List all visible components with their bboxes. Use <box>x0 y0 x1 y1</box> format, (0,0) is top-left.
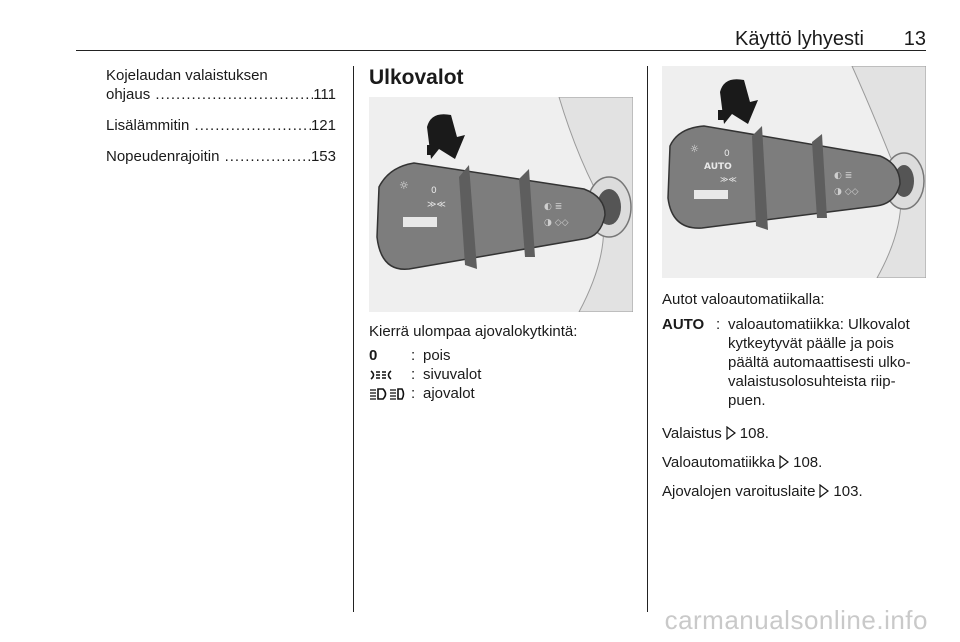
triangle-arrow-icon <box>726 426 736 440</box>
svg-text:◐ ≣: ◐ ≣ <box>834 171 853 181</box>
auto-label: AUTO <box>704 162 732 172</box>
cross-reference[interactable] <box>662 453 928 472</box>
xref-page: 103. <box>833 483 863 500</box>
toc-page: 111 <box>313 86 336 103</box>
svg-text:◑ ◇◇: ◑ ◇◇ <box>544 218 569 228</box>
def-colon: : <box>716 316 721 333</box>
auto-definition <box>662 315 928 410</box>
legend-colon: : <box>411 366 416 383</box>
column-divider-right <box>647 66 648 612</box>
page-number: 13 <box>903 28 926 50</box>
toc-page: 121 <box>310 117 336 134</box>
auto-intro: Autot valoautomatiikalla: <box>662 291 825 308</box>
toc-leader <box>219 147 311 166</box>
cross-reference[interactable] <box>662 424 928 443</box>
sidelight-icon <box>369 365 411 384</box>
toc-label: ohjaus <box>106 86 151 103</box>
cross-reference[interactable] <box>662 482 928 501</box>
toc-entry[interactable] <box>106 147 336 166</box>
svg-text:☼: ☼ <box>690 144 699 155</box>
toc-label: Nopeudenrajoitin <box>106 148 220 165</box>
legend-row <box>369 346 633 365</box>
auto-light-switch-figure <box>662 66 926 278</box>
toc-label-line1: Kojelaudan valaistuksen <box>106 67 268 84</box>
light-switch-figure <box>369 97 633 312</box>
section-heading-block <box>369 66 633 90</box>
light-switch-illustration <box>369 97 633 312</box>
xref-page: 108. <box>793 454 823 471</box>
column-divider-left <box>353 66 354 612</box>
triangle-arrow-icon <box>819 484 829 498</box>
toc-page: 153 <box>310 148 336 165</box>
switch-legend <box>369 346 633 403</box>
toc-list <box>106 66 336 178</box>
headlight-icon <box>369 384 411 403</box>
legend-row <box>369 365 633 384</box>
page-header <box>76 28 926 50</box>
legend-text: sivuvalot <box>423 366 482 383</box>
toc-label: Lisälämmitin <box>106 117 190 134</box>
instruction-text: Kierrä ulompaa ajovalokytkintä: <box>369 323 578 340</box>
chapter-title: Käyttö lyhyesti <box>735 28 864 50</box>
toc-entry[interactable] <box>106 66 336 104</box>
legend-colon: : <box>411 385 416 402</box>
auto-light-switch-illustration <box>662 66 926 278</box>
legend-colon: : <box>411 347 416 364</box>
toc-leader <box>189 116 311 135</box>
svg-text:◑ ◇◇: ◑ ◇◇ <box>834 187 859 197</box>
legend-row <box>369 384 633 403</box>
svg-text:≫≪: ≫≪ <box>720 175 737 184</box>
section-title: Ulkovalot <box>369 66 464 89</box>
svg-text:☼: ☼ <box>399 179 409 192</box>
header-rule <box>76 50 926 51</box>
svg-text:0: 0 <box>431 186 437 196</box>
xref-label: Ajovalojen varoituslaite <box>662 483 816 500</box>
legend-text: pois <box>423 347 451 364</box>
xref-page: 108. <box>739 425 769 442</box>
legend-text: ajovalot <box>423 385 475 402</box>
toc-entry[interactable] <box>106 116 336 135</box>
svg-text:◐ ≣: ◐ ≣ <box>544 202 563 212</box>
svg-text:≫≪: ≫≪ <box>427 200 446 210</box>
auto-term: AUTO <box>662 316 705 333</box>
xref-label: Valoautomatiikka <box>662 454 776 471</box>
triangle-arrow-icon <box>779 455 789 469</box>
auto-section <box>662 290 928 501</box>
svg-text:0: 0 <box>724 149 730 159</box>
watermark: carmanualsonline.info <box>664 605 928 635</box>
toc-leader <box>150 85 313 104</box>
xref-label: Valaistus <box>662 425 722 442</box>
auto-description: valoautomatiikka: Ulkovalot kytkeytyvät päälle ja pois päältä automaattisesti ulko-valaistusolosuhteista riip-puen. <box>728 316 911 409</box>
off-symbol: 0 <box>369 347 378 364</box>
